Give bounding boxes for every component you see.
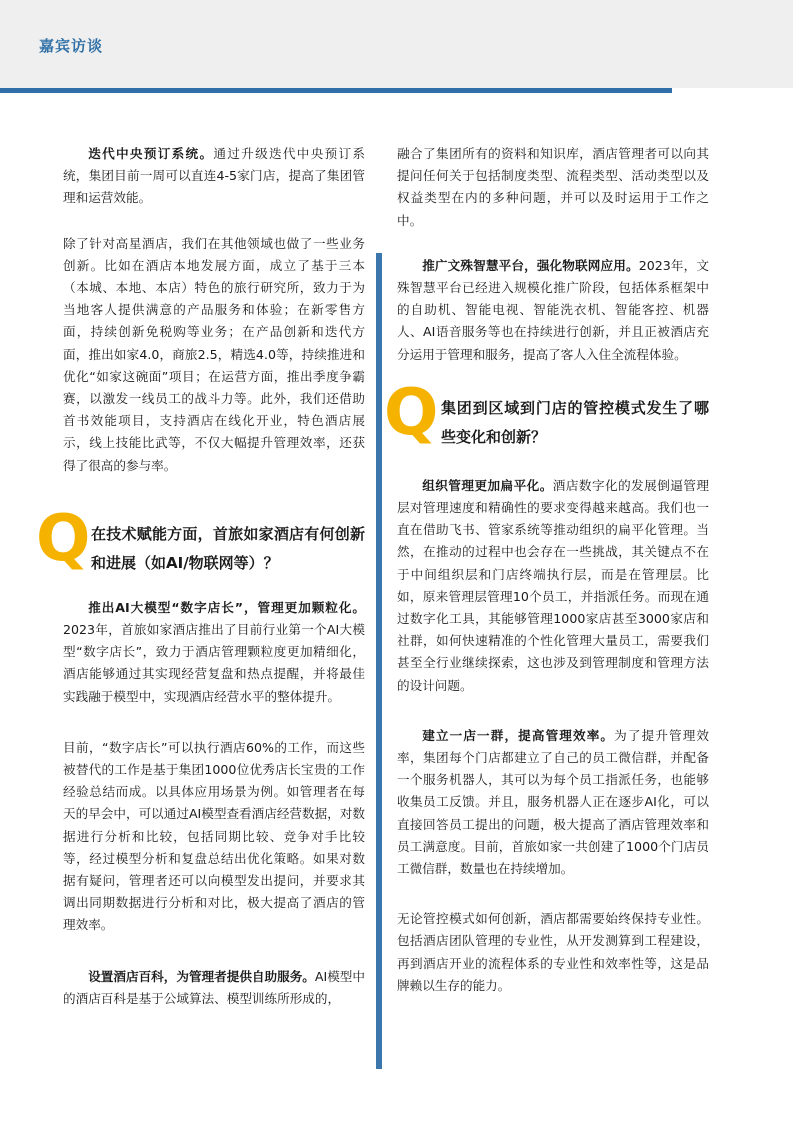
question-block-tech [36,501,365,578]
paragraph-hotel-wiki [63,966,365,1010]
paragraph-knowledge-base: 融合了集团所有的资料和知识库，酒店管理者可以向其提问任何关于包括制度类型、流程类型、活动类型以及权益类型在内的多种问题，并可以及时运用于工作之中。 [397,146,709,228]
paragraph-lead: 组织管理更加扁平化。 [422,477,553,493]
paragraph-body: 通过升级迭代中央预订系统，集团目前一周可以直连4-5家门店，提高了集团管理和运营效能。 [63,146,365,206]
page-header [0,0,793,88]
paragraph-lead: 迭代中央预订系统。 [88,146,214,161]
paragraph-reservation-system [63,143,365,210]
paragraph-flat-organization [397,475,709,697]
paragraph-lead: 建立一店一群，提高管理效率。 [422,727,615,743]
right-column [384,143,710,997]
section-title: 嘉宾访谈 [39,37,104,55]
paragraph-body: AI模型中的酒店百科是基于公域算法、模型训练所形成的， [63,968,365,1006]
paragraph-lead: 设置酒店百科，为管理者提供自助服务。 [88,968,315,984]
question-q-icon: Q [36,501,91,576]
paragraph-digital-manager [63,597,365,708]
question-q-icon: Q [384,375,439,450]
paragraph-lead: 推出AI大模型“数字店长”，管理更加颗粒化。 [88,599,365,615]
paragraph-body: 为了提升管理效率，集团每个门店都建立了自己的员工微信群，并配备一个服务机器人，其可以为每个员工指派任务，也能够收集员工反馈。并且，服务机器人正在逐步AI化，可以直接回答员工提出的问题，极大提高了酒店管理效率和员工满意度。目前，首旅如家一共创建了1000个门店员工微信群，数量也在持续增加。 [397,727,709,877]
column-divider [376,253,382,1069]
paragraph-body: 2023年，首旅如家酒店推出了目前行业第一个AI大模型“数字店长”，致力于酒店管理颗粒度更加精细化，酒店能够通过其实现经营复盘和热点提醒，并将最佳实践融于模型中，实现酒店经营水平的整体提升。 [63,622,365,704]
paragraph-professionalism: 无论管控模式如何创新，酒店都需要始终保持专业性。包括酒店团队管理的专业性，从开发测算到工程建设，再到酒店开业的流程体系的专业性和效率性等，这是品牌赖以生存的能力。 [397,911,709,993]
question-heading-management: 集团到区域到门店的管控模式发生了哪些变化和创新？ [441,398,709,446]
paragraph-body: 2023年，文殊智慧平台已经进入规模化推广阶段，包括体系框架中的自助机、智能电视、智能洗衣机、智能客控、机器人、AI语音服务等也在持续进行创新，并且正被酒店充分运用于管理和服务，提高了客人入住全流程体验。 [397,257,709,362]
left-column [36,143,365,1010]
header-rule [0,88,672,93]
paragraph-digital-manager-detail: 目前，“数字店长”可以执行酒店60%的工作，而这些被替代的工作是基于集团1000位优秀店长宝贵的工作经验总结而成。以具体应用场景为例。如管理者在每天的早会中，可以通过AI模型查看酒店经营数据，对数据进行分析和比较，包括同期比较、竞争对手比较等，经过模型分析和复盘总结出优化策略。如果对数据有疑问，管理者还可以向模型发出提问，并要求其调出同期数据进行分析和对比，极大提高了酒店的管理效率。 [63,739,365,933]
paragraph-wenshu-platform [397,255,709,366]
question-block-management [384,375,709,452]
paragraph-body: 酒店数字化的发展倒逼管理层对管理速度和精确性的要求变得越来越高。我们也一直在借助飞书、管家系统等推动组织的扁平化管理。当然，在推动的过程中也会存在一些挑战，其关键点不在于中间组织层和门店终端执行层，而是在管理层。比如，原来管理层管理10个员工，并指派任务。而现在通过数字化工具，其能够管理1000家店甚至3000家店和社群，如何快速精准的个性化管理大量员工，需要我们甚至全行业继续探索，这也涉及到管理制度和管理方法的设计问题。 [397,477,710,693]
paragraph-lead: 推广文殊智慧平台，强化物联网应用。 [422,257,639,273]
paragraph-store-groups [397,725,709,880]
paragraph-business-innovation: 除了针对高星酒店，我们在其他领域也做了一些业务创新。比如在酒店本地发展方面，成立了基于三本（本城、本地、本店）特色的旅行研究所，致力于为当地客人提供满意的产品服务和体验；在新零售方面，持续创新免税购等业务；在产品创新和迭代方面，推出如家4.0，商旅2.5，精选4.0等，持续推进和优化“如家这碗面”项目；在运营方面，推出季度争霸赛，以激发一线员工的战斗力等。此外，我们还借助首书效能项目，支持酒店在线化开业，特色酒店展示，线上技能比武等，不仅大幅提升管理效率，还获得了很高的参与率。 [63,235,365,473]
question-heading-tech: 在技术赋能方面，首旅如家酒店有何创新和进展（如AI/物联网等）？ [91,524,365,572]
